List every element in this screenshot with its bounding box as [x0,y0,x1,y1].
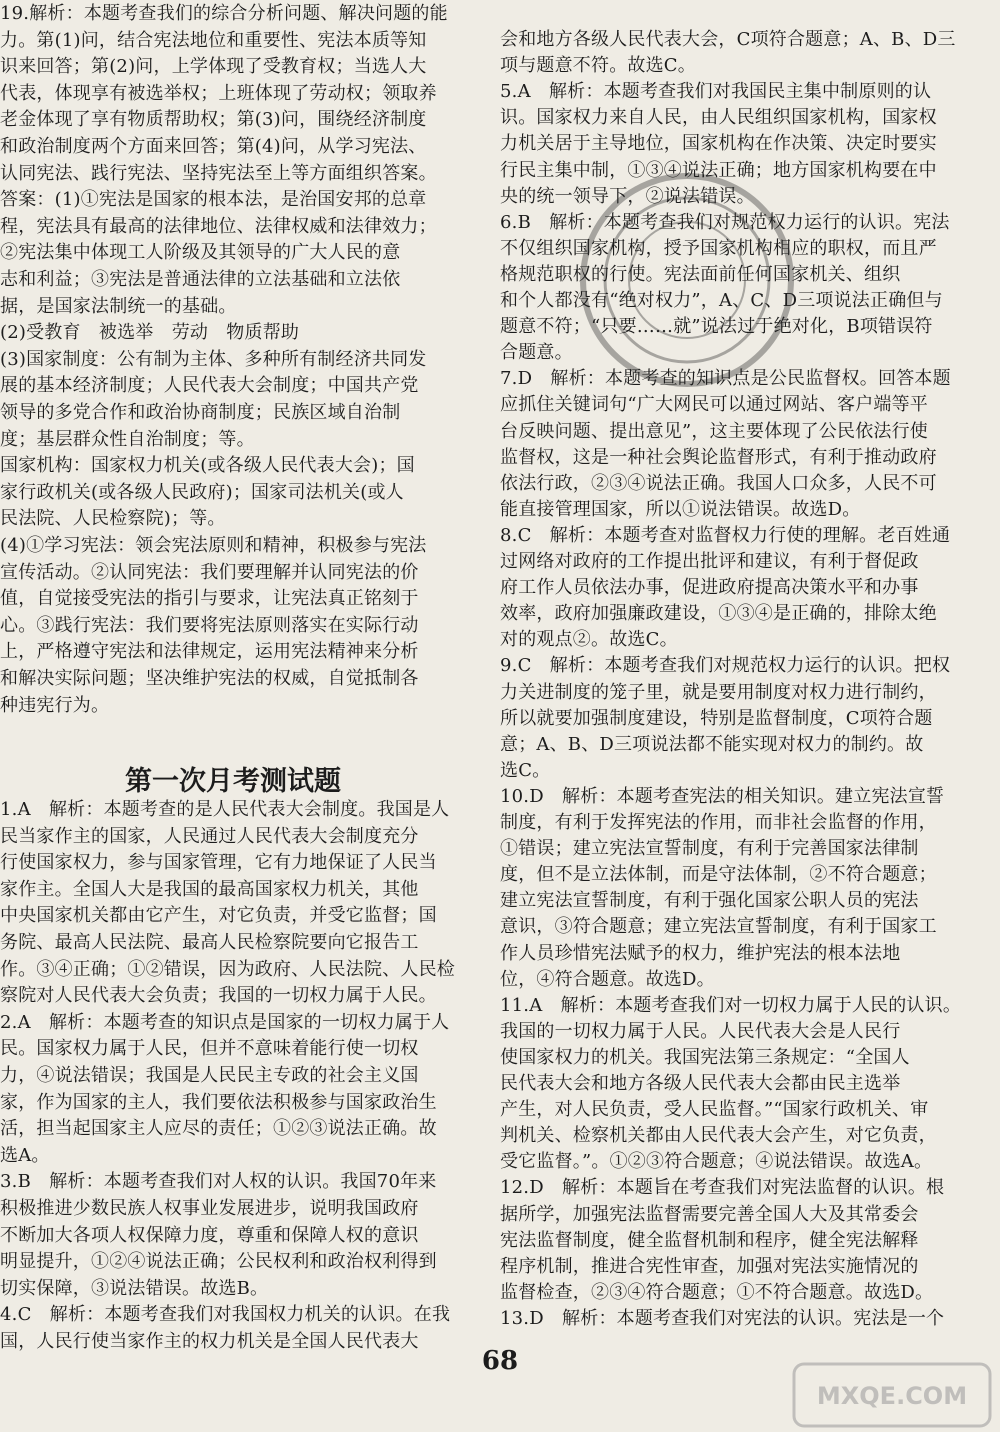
text-line: 选A。 [0,1144,50,1166]
text-line: 6.B 解析：本题考查我们对规范权力运行的认识。宪法 [500,211,950,233]
text-line: 家行政机关(或各级人民政府)；国家司法机关(或人 [0,481,404,503]
text-line: 7.D 解析：本题考查的知识点是公民监督权。回答本题 [500,368,951,390]
text-line: 中央国家机关都由它产生，对它负责，并受它监督；国 [0,905,437,927]
text-line: 老金体现了享有物质帮助权；第(3)问，围绕经济制度 [0,109,427,131]
text-line: 度，但不是立法体制，而是守法体制，②不符合题意； [500,864,937,886]
text-line: 使国家权力的机关。我国宪法第三条规定：“全国人 [500,1046,910,1068]
text-line: 度；基层群众性自治制度；等。 [0,428,255,450]
text-line: 民。国家权力属于人民，但并不意味着能行使一切权 [0,1038,419,1060]
text-line: 意识，③符合题意；建立宪法宣誓制度，有利于国家工 [500,916,937,938]
text-line: 不断加大各项人权保障力度，尊重和保障人权的意识 [0,1224,419,1246]
text-line: 和个人都没有“绝对权力”，A、C、D三项说法正确但与 [500,290,943,311]
text-line: 13.D 解析：本题考查我们对宪法的认识。宪法是一个 [500,1307,945,1329]
text-line: 选C。 [500,759,551,781]
text-line: 活，担当起国家主人应尽的责任；①②③说法正确。故 [0,1118,437,1140]
text-line: 家，作为国家的主人，我们要依法积极参与国家政治生 [0,1091,437,1113]
text-line: 能直接管理国家，所以①说法错误。故选D。 [500,498,861,520]
text-line: 代表，体现享有被选举权；上班体现了劳动权；领取养 [0,82,437,104]
text-line: 积极推进少数民族人权事业发展进步，说明我国政府 [0,1198,419,1219]
text-line: 3.B 解析：本题考查我们对人权的认识。我国70年来 [0,1171,437,1193]
text-line: (3)国家制度：公有制为主体、多种所有制经济共同发 [0,348,427,370]
text-line: 心。③践行宪法：我们要将宪法原则落实在实际行动 [0,614,419,636]
text-line: 依法行政，②③④说法正确。我国人口众多，人民不可 [500,472,937,494]
text-line: 程序机制，推进合宪性审查，加强对宪法实施情况的 [500,1255,919,1277]
text-line: 国，人民行使当家作主的权力机关是全国人民代表大 [0,1331,419,1352]
watermark-text: MXQE.COM [816,1382,968,1410]
text-line: 宣传活动。②认同宪法：我们要理解并认同宪法的价 [0,561,419,583]
text-line: 建立宪法宣誓制度，有利于强化国家公职人员的宪法 [500,890,919,912]
text-line: 产生，对人民负责，受人民监督。”“国家行政机关、审 [500,1099,929,1121]
text-line: 上，严格遵守宪法和法律规定，运用宪法精神来分析 [0,641,419,663]
text-line: 明显提升，①②④说法正确；公民权利和政治权利得到 [0,1251,437,1273]
text-line: 种违宪行为。 [0,694,110,716]
text-line: 据所学，加强宪法监督需要完善全国人大及其常委会 [500,1203,919,1225]
text-line: 作。③④正确；①②错误，因为政府、人民法院、人民检 [0,958,455,980]
text-line: 宪法监督制度，健全监督机制和程序，健全宪法解释 [500,1229,919,1251]
text-line: (4)①学习宪法：领会宪法原则和精神，积极参与宪法 [0,535,427,556]
text-line: 国家机构：国家权力机关(或各级人民代表大会)；国 [0,455,415,477]
text-line: 题意不符；“只要……就”说法过于绝对化，B项错误符 [500,316,933,338]
text-line: 格规范职权的行使。宪法面前任何国家机关、组织 [500,263,901,285]
text-line: 受它监督。”。①②③符合题意；④说法错误。故选A。 [500,1151,933,1173]
text-line: 2.A 解析：本题考查的知识点是国家的一切权力属于人 [0,1011,450,1033]
text-line: 11.A 解析：本题考查我们对一切权力属于人民的认识。 [500,994,962,1016]
text-line: 民代表大会和地方各级人民代表大会都由民主选举 [500,1073,901,1094]
text-line: 监督权，这是一种社会舆论监督形式，有利于推动政府 [500,446,937,468]
text-line: 行民主集中制，①③④说法正确；地方国家机构要在中 [500,159,937,181]
text-line: 答案：(1)①宪法是国家的根本法，是治国安邦的总章 [0,189,427,211]
text-line: 值，自觉接受宪法的指引与要求，让宪法真正铭刻于 [0,588,419,610]
text-line: 力机关居于主导地位，国家机构在作决策、决定时要实 [500,133,937,155]
text-line: 5.A 解析：本题考查我们对我国民主集中制原则的认 [500,81,932,103]
text-line: 位，④符合题意。故选D。 [500,968,715,990]
text-line: 所以就要加强制度建设，特别是监督制度，C项符合题 [500,707,933,729]
text-line: 认同宪法、践行宪法、坚持宪法至上等方面组织答案。 [0,162,437,184]
text-line: 19.解析：本题考查我们的综合分析问题、解决问题的能 [0,3,448,24]
text-line: 领导的多党合作和政治协商制度；民族区域自治制 [0,402,401,423]
page-number: 68 [481,1346,519,1376]
text-line: ②宪法集中体现工人阶级及其领导的广大人民的意 [0,242,401,264]
text-line: 项与题意不符。故选C。 [500,55,696,77]
text-line: 1.A 解析：本题考查的是人民代表大会制度。我国是人 [0,799,450,820]
text-line: 程，宪法具有最高的法律地位、法律权威和法律效力； [0,215,437,237]
text-line: (2)受教育 被选举 劳动 物质帮助 [0,322,300,344]
text-line: 作人员珍惜宪法赋予的权力，维护宪法的根本法地 [500,942,901,964]
text-line: 力，④说法错误；我国是人民民主专政的社会主义国 [0,1065,419,1086]
text-line: 府工作人员依法办事，促进政府提高决策水平和办事 [500,577,919,599]
text-line: 力。第(1)问，结合宪法地位和重要性、宪法本质等知 [0,29,427,51]
text-line: 判机关、检察机关都由人民代表大会产生，对它负责， [500,1125,937,1147]
text-line: 我国的一切权力属于人民。人民代表大会是人民行 [500,1020,901,1042]
text-line: 家作主。全国人大是我国的最高国家权力机关，其他 [0,878,419,900]
text-line: 效率，政府加强廉政建设，①③④是正确的，排除太绝 [500,603,937,625]
text-line: 对的观点②。故选C。 [500,629,678,651]
text-line: 切实保障，③说法错误。故选B。 [0,1277,269,1299]
text-line: 应抓住关键词句“广大网民可以通过网站、客户端等平 [500,394,928,416]
text-line: 制度，有利于发挥宪法的作用，而非社会监督的作用， [500,812,937,833]
text-line: 民法院、人民检察院)；等。 [0,508,226,530]
text-line: 过网络对政府的工作提出批评和建议，有利于督促政 [500,551,919,572]
text-line: 8.C 解析：本题考查对监督权力行使的理解。老百姓通 [500,524,951,546]
text-line: 意；A、B、D三项说法都不能实现对权力的制约。故 [500,733,924,755]
text-line: 据，是国家法制统一的基础。 [0,295,237,317]
text-line: 会和地方各级人民代表大会，C项符合题意；A、B、D三 [500,29,956,50]
text-line: 务院、最高人民法院、最高人民检察院要向它报告工 [0,932,419,953]
text-line: 10.D 解析：本题考查宪法的相关知识。建立宪法宣誓 [500,785,945,807]
text-line: 力关进制度的笼子里，就是要用制度对权力进行制约， [500,681,937,703]
text-line: 识来回答；第(2)问，上学体现了受教育权；当选人大 [0,56,427,78]
text-line: 识。国家权力来自人民，由人民组织国家机构，国家权 [500,107,937,129]
text-line: 9.C 解析：本题考查我们对规范权力运行的认识。把权 [500,655,951,677]
text-line: 不仅组织国家机构，授予国家机构相应的职权，而且严 [500,237,937,259]
text-line: ①错误；建立宪法宣誓制度，有利于完善国家法律制 [500,838,919,860]
section-heading: 第一次月考测试题 [125,766,341,797]
text-line: 展的基本经济制度；人民代表大会制度；中国共产党 [0,375,419,397]
text-line: 12.D 解析：本题旨在考查我们对宪法监督的认识。根 [500,1177,945,1199]
text-line: 监督检查，②③④符合题意；①不符合题意。故选D。 [500,1281,934,1303]
text-line: 察院对人民代表大会负责；我国的一切权力属于人民。 [0,985,437,1007]
text-line: 合题意。 [500,342,573,364]
text-line: 行使国家权力，参与国家管理，它有力地保证了人民当 [0,852,437,874]
text-line: 央的统一领导下，②说法错误。 [500,185,755,207]
text-line: 台反映问题、提出意见”，这主要体现了公民依法行使 [500,420,928,442]
text-line: 和解决实际问题；坚决维护宪法的权威，自觉抵制各 [0,668,419,689]
text-line: 志和利益；③宪法是普通法律的立法基础和立法依 [0,269,401,290]
text-line: 民当家作主的国家，人民通过人民代表大会制度充分 [0,825,419,847]
text-line: 和政治制度两个方面来回答；第(4)问，从学习宪法、 [0,136,427,157]
text-line: 4.C 解析：本题考查我们对我国权力机关的认识。在我 [0,1304,451,1326]
